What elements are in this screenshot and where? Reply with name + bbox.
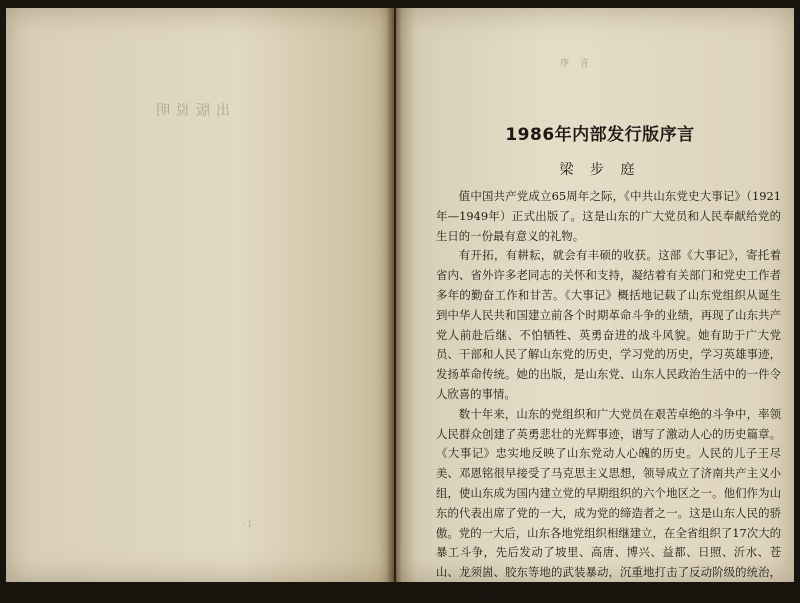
paragraph: 有开拓，有耕耘，就会有丰硕的收获。这部《大事记》，寄托着省内、省外许多老同志的关怀和支持，凝结着有关部门和党史工作者多年的勤奋工作和甘苦。《大事记》概括地记载了山东党组织从诞生到中华人民共和国建立前各个时期革命斗争的业绩，再现了山东共产党人前赴后继、不怕牺牲、英勇奋进的战斗风貌。她有助于广大党员、干部和人民了解山东党的历史，学习党的历史，学习英雄事迹，发扬革命传统。她的出版，是山东党、山东人民政治生活中的一件令人欣喜的事情。 (436, 248, 781, 401)
show-through-text (30, 90, 350, 151)
show-through-title: 出版说明 (150, 103, 230, 119)
paragraph: 数十年来，山东的党组织和广大党员在艰苦卓绝的斗争中，率领人民群众创建了英勇悲壮的光辉事迹，谱写了激动人心的历史篇章。《大事记》忠实地反映了山东党动人心魄的历史。人民的儿子王尽美、邓恩铭很早接受了马克思主义思想，领导成立了济南共产主义小组，使山东成为国内建立党的早期组织的六个地区之一。他们作为山东的代表出席了党的一大，成为党的缔造者之一。这是山东人民的骄傲。党的一大后，山东各地党组织相继建立，在全省组织了17次大的暴工斗争，先后发动了坡里、高唐、博兴、益都、日照、沂水、苍山、龙须崮、胶东等地的武装暴动，沉重地打击了反动阶级的统治，扩大了党的影响，播下了 (436, 406, 781, 599)
running-head: 序 言 (560, 59, 593, 69)
page-title: 1986年内部发行版序言 (505, 125, 695, 145)
preface-body (436, 187, 781, 603)
author-name: 梁 步 庭 (559, 162, 641, 178)
paragraph: 值中国共产党成立65周年之际，《中共山东党史大事记》（1921年—1949年）正式出版了。这是山东的广大党员和人民奉献给党的生日的一份最有意义的礼物。 (436, 189, 781, 243)
book-gutter (386, 8, 402, 582)
show-through-footer: ·1· (240, 520, 258, 530)
